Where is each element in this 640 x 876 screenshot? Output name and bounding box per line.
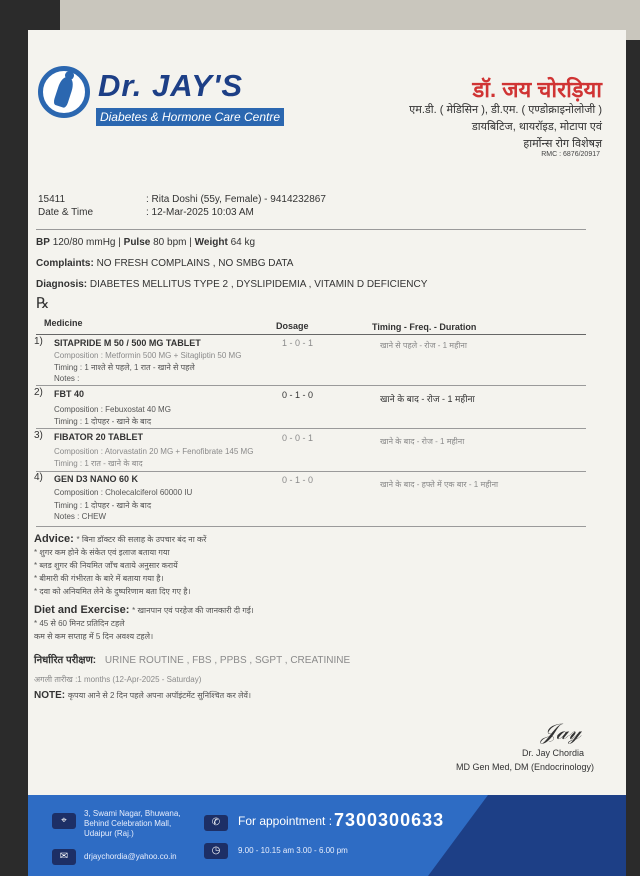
medicine-dosage: 1 - 0 - 1 [282, 338, 314, 348]
medicine-composition: Composition : Metformin 500 MG + Sitagliptin 50 MG [54, 351, 242, 360]
medicine-row: 3) FIBATOR 20 TABLET 0 - 0 - 1 खाने के बाद - रोज - 1 महीना Composition : Atorvastatin 20 MG + Fenofibrate 145 MG Timing : 1 रात - खाने के बाद [34, 430, 465, 468]
note: NOTE: कृपया आने से 2 दिन पहले अपना अपॉइंटमेंट सुनिश्चित कर लेवें। [34, 690, 251, 701]
appointment-label: For appointment : [238, 814, 333, 828]
rmc-number: RMC : 6876/20917 [541, 151, 600, 158]
speciality-hindi-1: डायबिटिज, थायरॉइड, मोटापा एवं [471, 121, 602, 133]
prescription-page [28, 30, 626, 876]
diet-line: * 45 से 60 मिनट प्रतिदिन टहले [34, 619, 125, 628]
medicine-timing-detail: Timing : 1 दोपहर - खाने के बाद [54, 417, 152, 426]
email[interactable]: drjaychordia@yahoo.co.in [84, 852, 177, 861]
brand-tagline: Diabetes & Hormone Care Centre [96, 108, 284, 126]
medicine-timing-detail: Timing : 1 दोपहर - खाने के बाद [54, 501, 152, 510]
complaints: Complaints: NO FRESH COMPLAINS , NO SMBG DATA [36, 258, 294, 269]
medicine-timing: खाने के बाद - रोज - 1 महीना [380, 437, 465, 446]
diagnosis: Diagnosis: DIABETES MELLITUS TYPE 2 , DYSLIPIDEMIA , VITAMIN D DEFICIENCY [36, 279, 428, 290]
doctor-qualification: MD Gen Med, DM (Endocrinology) [455, 762, 594, 772]
divider [36, 385, 586, 386]
brand-name: Dr. JAY'S [98, 68, 244, 103]
medicine-name: FIBATOR 20 TABLET [54, 432, 144, 442]
divider [36, 526, 586, 527]
medicine-dosage: 0 - 0 - 1 [282, 433, 314, 443]
clinic-hours: 9.00 - 10.15 am 3.00 - 6.00 pm [238, 846, 348, 855]
patient-details: : Rita Doshi (55y, Female) - 9414232867 [146, 194, 326, 205]
col-medicine: Medicine [44, 318, 83, 328]
date-label: Date & Time [38, 207, 94, 218]
medicine-composition: Composition : Cholecalciferol 60000 IU [54, 488, 193, 497]
table-header-divider [36, 334, 586, 335]
clock-icon: ◷ [204, 843, 228, 859]
divider [36, 428, 586, 429]
doctor-name-hindi: डॉ. जय चोरड़िया [472, 77, 602, 102]
diet-line: कम से कम सप्ताह में 5 दिन अवश्य टहले। [34, 632, 154, 641]
advice-line: * बीमारी की गंभीरता के बारे में बताया गया है। [34, 574, 164, 583]
vitals-row: BP 120/80 mmHg | Pulse 80 bpm | Weight 64 kg [36, 237, 256, 248]
medicine-dosage: 0 - 1 - 0 [282, 475, 314, 485]
advice-line: * दवा को अनियमित लेने के दुष्परिणाम बता दिए गए है। [34, 587, 191, 596]
medicine-name: FBT 40 [54, 389, 85, 399]
qualification-hindi: एम.डी. ( मेडिसिन ), डी.एम. ( एण्डोक्राइनोलोजी ) [409, 104, 602, 116]
medicine-dosage: 0 - 1 - 0 [282, 390, 314, 400]
address-line: 3, Swami Nagar, Bhuwana, [84, 809, 181, 818]
advice-heading: Advice: * बिना डॉक्टर की सलाह के उपचार बंद ना करें [34, 533, 207, 545]
signature: 𝒥𝒶𝓎 [541, 720, 582, 745]
address-line: Behind Celebration Mall, [84, 819, 172, 828]
medicine-timing: खाने से पहले - रोज - 1 महीना [380, 341, 467, 350]
medicine-notes: Notes : CHEW [54, 512, 107, 521]
col-dosage: Dosage [276, 321, 309, 331]
tests: निर्धारित परीक्षण: URINE ROUTINE , FBS , PPBS , SGPT , CREATININE [34, 655, 351, 666]
phone-icon: ✆ [204, 815, 228, 831]
medicine-composition: Composition : Febuxostat 40 MG [54, 405, 171, 414]
speciality-hindi-2: हार्मोन्स रोग विशेषज्ञ [523, 138, 602, 150]
medicine-notes: Notes : [54, 374, 80, 383]
medicine-timing: खाने के बाद - रोज - 1 महीना [380, 394, 475, 404]
date-value: : 12-Mar-2025 10:03 AM [146, 207, 254, 218]
medicine-name: SITAPRIDE M 50 / 500 MG TABLET [54, 338, 201, 348]
address-line: Udaipur (Raj.) [84, 829, 134, 838]
email-icon: ✉ [52, 849, 76, 865]
location-pin-icon: ⌖ [52, 813, 76, 829]
rx-symbol: ℞ [36, 294, 50, 312]
medicine-row: 2) FBT 40 0 - 1 - 0 खाने के बाद - रोज - 1 महीना Composition : Febuxostat 40 MG Timing : 1 दोपहर - खाने के बाद [34, 387, 475, 426]
diet-heading: Diet and Exercise: * खानपान एवं परहेज की जानकारी दी गई। [34, 604, 254, 616]
patient-id: 15411 [38, 194, 66, 205]
medicine-composition: Composition : Atorvastatin 20 MG + Fenofibrate 145 MG [54, 447, 254, 456]
advice-line: * ब्लड शुगर की नियमित जाँच बताये अनुसार करायें [34, 561, 178, 570]
medicine-timing-detail: Timing : 1 नाश्ते से पहले, 1 रात - खाने से पहले [54, 363, 195, 372]
col-timing: Timing - Freq. - Duration [372, 322, 477, 332]
phone-number[interactable]: 7300300633 [334, 810, 445, 830]
followup-date: अगली तारीख :1 months (12-Apr-2025 - Saturday) [34, 675, 202, 684]
footer-banner [28, 795, 626, 876]
medicine-name: GEN D3 NANO 60 K [54, 474, 139, 484]
medicine-row: 4) GEN D3 NANO 60 K 0 - 1 - 0 खाने के बाद - हफ्ते में एक बार - 1 महीना Composition : Cholecalciferol 60000 IU Timing : 1 दोपहर - खाने के बाद Notes : CHEW [34, 472, 499, 521]
medicine-timing: खाने के बाद - हफ्ते में एक बार - 1 महीना [380, 480, 499, 489]
doctor-name: Dr. Jay Chordia [521, 748, 584, 758]
medicine-row: 1) SITAPRIDE M 50 / 500 MG TABLET 1 - 0 - 1 खाने से पहले - रोज - 1 महीना Composition : Metformin 500 MG + Sitagliptin 50 MG Timing : 1 नाश्ते से पहले, 1 रात - खाने से पहले Notes : [34, 336, 467, 383]
logo-icon [38, 66, 90, 118]
advice-line: * शुगर कम होने के संकेत एवं इलाज बताया गया [34, 548, 170, 557]
divider [36, 229, 586, 230]
medicine-timing-detail: Timing : 1 रात - खाने के बाद [54, 459, 143, 468]
